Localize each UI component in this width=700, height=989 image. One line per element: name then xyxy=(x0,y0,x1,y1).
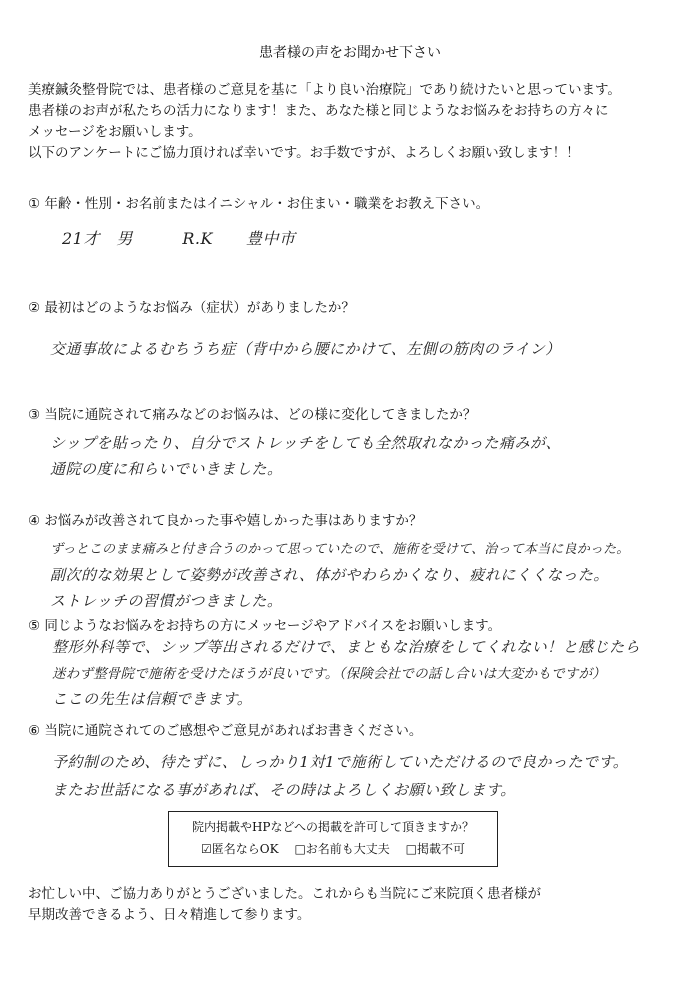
question-3-answer-line: 通院の度に和らいでいきました。 xyxy=(50,460,283,478)
intro-text xyxy=(28,80,621,164)
intro-line: 患者様のお声が私たちの活力になります！また、あなた様と同じようなお悩みをお持ちの方々に xyxy=(28,103,609,119)
option-name-ok-checkbox[interactable]: □お名前も大丈夫 xyxy=(294,842,390,856)
option-anonymous-ok-checkbox[interactable]: ☑匿名ならOK xyxy=(201,842,279,856)
question-6-answer-line: またお世話になる事があれば、その時はよろしくお願い致します。 xyxy=(52,781,516,799)
question-4-answer-line: 副次的な効果として姿勢が改善され、体がやわらかくなり、疲れにくくなった。 xyxy=(50,566,609,584)
option-no-publish-checkbox[interactable]: □掲載不可 xyxy=(405,842,465,856)
permission-box xyxy=(168,811,498,867)
closing-line: お忙しい中、ご協力ありがとうございました。これからも当院にご来院頂く患者様が xyxy=(28,886,541,902)
closing-text xyxy=(28,884,541,926)
question-2-answer: 交通事故によるむちうち症（背中から腰にかけて、左側の筋肉のライン） xyxy=(50,340,561,358)
question-5-answer-line: 整形外科等で、シップ等出されるだけで、まともな治療をしてくれない！と感じたら xyxy=(52,638,641,656)
intro-line: 美療鍼灸整骨院では、患者様のご意見を基に「より良い治療院」であり続けたいと思っています。 xyxy=(28,82,621,98)
question-5-answer-line: ここの先生は信頼できます。 xyxy=(52,690,253,708)
question-5-label: ⑤ 同じようなお悩みをお持ちの方にメッセージやアドバイスをお願いします。 xyxy=(28,618,502,634)
closing-line: 早期改善できるよう、日々精進して参ります。 xyxy=(28,907,311,923)
intro-line: メッセージをお願いします。 xyxy=(28,124,202,140)
question-1-answer: 21才 男 R.K 豊中市 xyxy=(62,229,296,248)
question-5-answer-line: 迷わず整骨院で施術を受けたほうが良いです。（保険会社での話し合いは大変かもですが） xyxy=(52,666,606,682)
question-4-answer-line: ずっとこのまま痛みと付き合うのかって思っていたので、施術を受けて、治って本当に良かった。 xyxy=(50,542,630,557)
permission-question: 院内掲載やHPなどへの掲載を許可して頂きますか？ xyxy=(191,820,475,834)
permission-options xyxy=(169,840,497,857)
question-3-label: ③ 当院に通院されて痛みなどのお悩みは、どの様に変化してきましたか？ xyxy=(28,407,477,423)
intro-line: 以下のアンケートにご協力頂ければ幸いです。お手数ですが、よろしくお願い致します！！ xyxy=(28,145,580,161)
question-6-answer-line: 予約制のため、待たずに、しっかり1対1で施術していただけるので良かったです。 xyxy=(52,753,629,771)
page-title: 患者様の声をお聞かせ下さい xyxy=(259,45,441,61)
question-4-answer-line: ストレッチの習慣がつきました。 xyxy=(50,592,283,610)
question-1-label: ① 年齢・性別・お名前またはイニシャル・お住まい・職業をお教え下さい。 xyxy=(28,196,490,212)
question-3-answer-line: シップを貼ったり、自分でストレッチをしても全然取れなかった痛みが、 xyxy=(50,434,562,452)
question-6-label: ⑥ 当院に通院されてのご感想やご意見があればお書きください。 xyxy=(28,723,423,739)
question-2-label: ② 最初はどのようなお悩み（症状）がありましたか？ xyxy=(28,300,355,316)
question-4-label: ④ お悩みが改善されて良かった事や嬉しかった事はありますか？ xyxy=(28,513,423,529)
